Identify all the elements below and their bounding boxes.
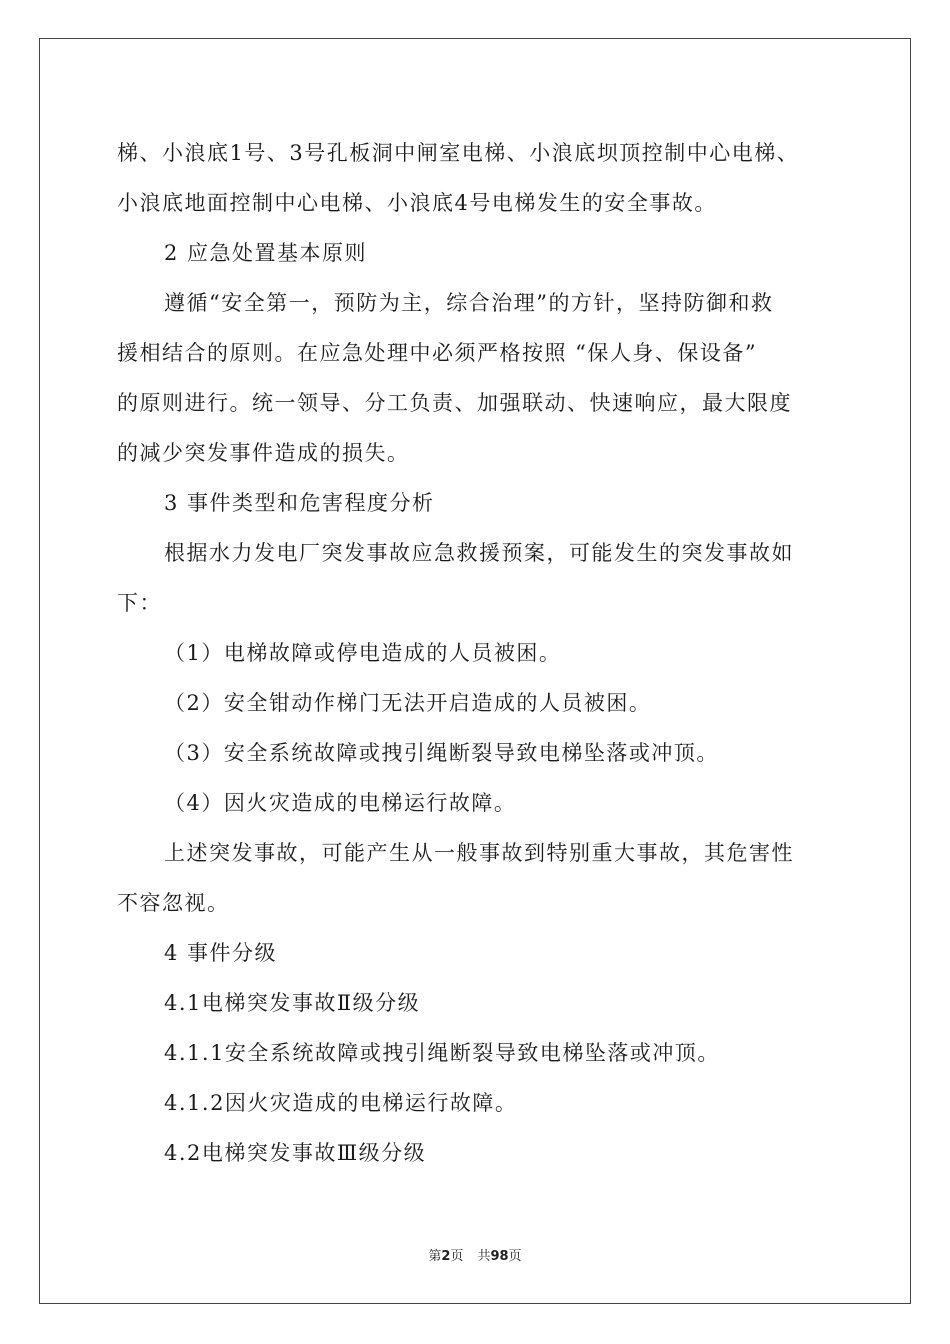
text-line: 援相结合的原则。在应急处理中必须严格按照 “保人身、保设备” <box>117 341 758 365</box>
footer-total-number: 98 <box>490 1249 509 1264</box>
section-heading: 4 事件分级 <box>164 941 278 965</box>
footer-total-prefix: 共 <box>477 1249 491 1264</box>
text-line: 下： <box>117 591 162 615</box>
section-heading: 2 应急处置基本原则 <box>164 241 368 265</box>
footer-page-number: 2 <box>441 1249 451 1264</box>
page-footer <box>0 1248 950 1266</box>
subsection-heading: 4.1电梯突发事故Ⅱ级分级 <box>164 991 421 1015</box>
section-heading: 3 事件类型和危害程度分析 <box>164 491 435 515</box>
text-line: 梯、小浪底1号、3号孔板洞中闸室电梯、小浪底坝顶控制中心电梯、 <box>117 141 800 165</box>
text-line: 不容忽视。 <box>117 891 230 915</box>
footer-total-suffix: 页 <box>508 1249 522 1264</box>
list-item: （2）安全钳动作梯门无法开启造成的人员被困。 <box>164 691 652 715</box>
list-item: （4）因火灾造成的电梯运行故障。 <box>164 791 517 815</box>
text-line: 的原则进行。统一领导、分工负责、加强联动、快速响应，最大限度 <box>117 391 792 415</box>
list-item: （3）安全系统故障或拽引绳断裂导致电梯坠落或冲顶。 <box>164 741 719 765</box>
text-line: 的减少突发事件造成的损失。 <box>117 441 410 465</box>
text-line: 小浪底地面控制中心电梯、小浪底4号电梯发生的安全事故。 <box>117 191 717 215</box>
list-item: （1）电梯故障或停电造成的人员被困。 <box>164 641 562 665</box>
text-line: 根据水力发电厂突发事故应急救援预案，可能发生的突发事故如 <box>164 541 794 565</box>
text-line: 遵循“安全第一，预防为主，综合治理”的方针，坚持防御和救 <box>164 291 774 315</box>
subsection-item: 4.1.2因火灾造成的电梯运行故障。 <box>164 1091 518 1115</box>
footer-page-prefix: 第 <box>428 1249 442 1264</box>
subsection-item: 4.1.1安全系统故障或拽引绳断裂导致电梯坠落或冲顶。 <box>164 1041 720 1065</box>
document-body <box>117 128 835 1178</box>
subsection-heading: 4.2电梯突发事故Ⅲ级分级 <box>164 1141 427 1165</box>
text-line: 上述突发事故，可能产生从一般事故到特别重大事故，其危害性 <box>164 841 794 865</box>
footer-page-suffix: 页 <box>450 1249 464 1264</box>
